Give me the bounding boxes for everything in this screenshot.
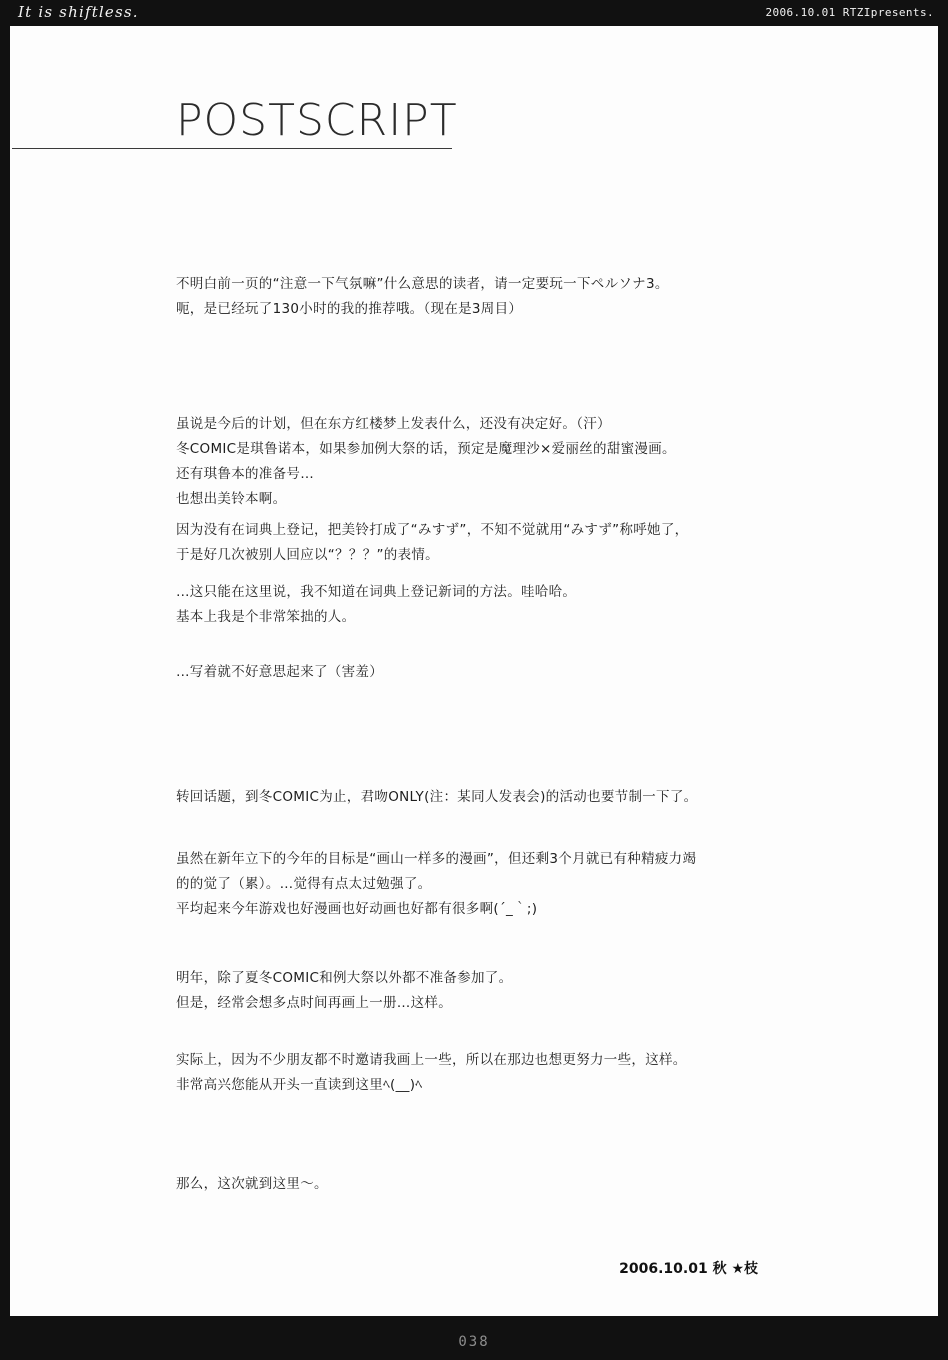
text-line: 的的觉了（累）。…觉得有点太过勉强了。: [176, 876, 432, 892]
text-block-intro: [176, 272, 816, 322]
text-line: …这只能在这里说，我不知道在词典上登记新词的方法。哇哈哈。: [176, 584, 577, 600]
text-line: 呃，是已经玩了130小时的我的推荐哦。（现在是3周目）: [176, 301, 523, 317]
text-line: 还有琪鲁本的准备号…: [176, 466, 314, 482]
text-line: 虽然在新年立下的今年的目标是“画山一样多的漫画”，但还剩3个月就已有种精疲力竭: [176, 851, 697, 867]
text-line: 虽说是今后的计划，但在东方红楼梦上发表什么，还没有决定好。（汗）: [176, 416, 611, 432]
text-block-embarrassed: [176, 660, 816, 685]
signature-line: 2006.10.01 秋 ★枝: [619, 1261, 758, 1277]
page-title: POSTSCRIPT: [176, 95, 458, 146]
text-line: …写着就不好意思起来了（害羞）: [176, 664, 383, 680]
page-header: [0, 0, 948, 26]
text-line: 明年，除了夏冬COMIC和例大祭以外都不准备参加了。: [176, 970, 513, 986]
text-line: 不明白前一页的“注意一下气氛嘛”什么意思的读者，请一定要玩一下ペルソナ3。: [176, 276, 669, 292]
title-underline-rule: [12, 148, 452, 149]
text-line: 平均起来今年游戏也好漫画也好动画也好都有很多啊(´_｀;): [176, 901, 538, 917]
text-block-new-year-goal: [176, 847, 816, 922]
text-line: 非常高兴您能从开头一直读到这里ﾍ(__)ﾍ: [176, 1077, 423, 1093]
header-right-text: 2006.10.01 RTZIpresents.: [765, 6, 934, 19]
text-block-misuzu: [176, 518, 816, 568]
text-line: 但是，经常会想多点时间再画上一册…这样。: [176, 995, 452, 1011]
page-number: 038: [458, 1334, 490, 1350]
text-block-closing: [176, 1172, 816, 1197]
text-block-only-event: [176, 785, 816, 810]
text-line: 也想出美铃本啊。: [176, 491, 287, 507]
header-left-text: It is shiftless.: [18, 3, 139, 21]
text-line: 转回话题，到冬COMIC为止，君吻ONLY(注：某同人发表会)的活动也要节制一下了。: [176, 789, 698, 805]
text-block-next-year: [176, 966, 816, 1016]
text-line: 那么，这次就到这里～。: [176, 1176, 328, 1192]
text-line: 因为没有在词典上登记，把美铃打成了“みすず”，不知不觉就用“みすず”称呼她了，: [176, 522, 689, 538]
text-line: 冬COMIC是琪鲁诺本，如果参加例大祭的话，预定是魔理沙×爱丽丝的甜蜜漫画。: [176, 441, 676, 457]
text-block-clumsy: [176, 580, 816, 630]
text-line: 于是好几次被别人回应以“？？？”的表情。: [176, 547, 439, 563]
text-block-thanks: [176, 1048, 816, 1098]
text-line: 实际上，因为不少朋友都不时邀请我画上一些，所以在那边也想更努力一些，这样。: [176, 1052, 687, 1068]
text-line: 基本上我是个非常笨拙的人。: [176, 609, 356, 625]
text-block-plans: [176, 412, 816, 512]
